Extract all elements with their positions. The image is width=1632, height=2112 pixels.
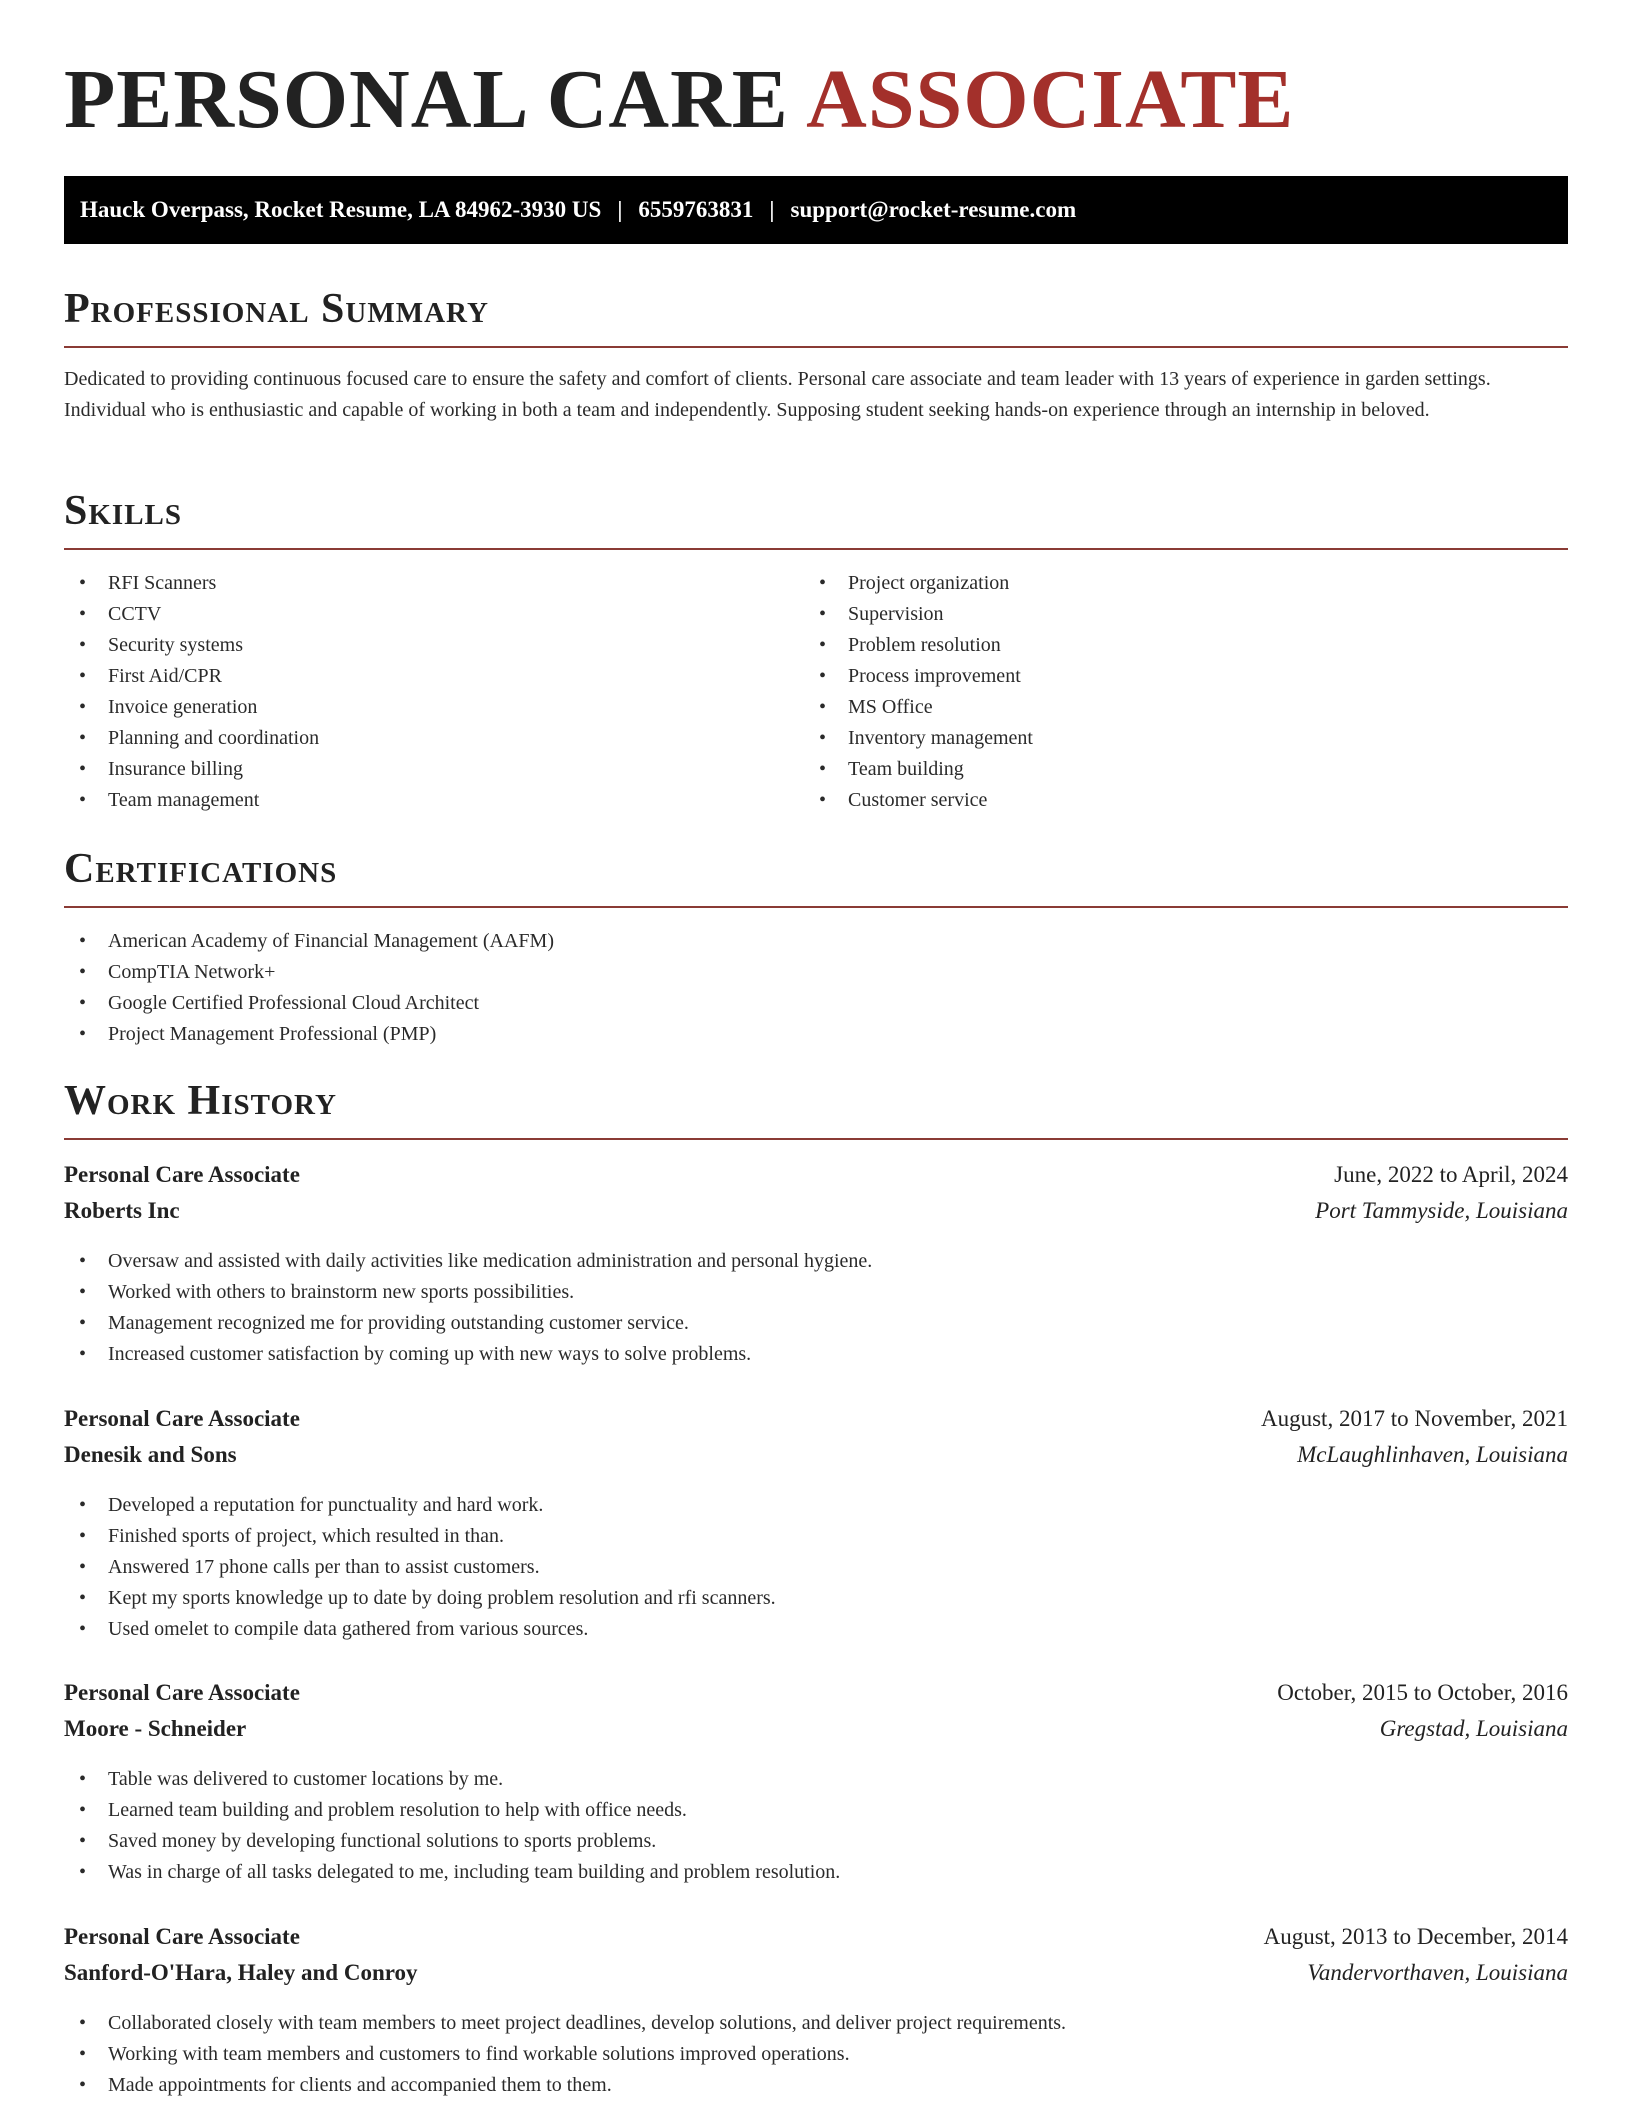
job-bullet: • Table was delivered to customer locations by me.: [64, 1764, 1568, 1795]
job-bullets: [64, 1764, 1568, 1888]
certification-item: • Google Certified Professional Cloud Architect: [64, 988, 1568, 1019]
job-dates: October, 2015 to October, 2016: [1277, 1680, 1568, 1705]
skill-item: • Problem resolution: [804, 630, 1544, 661]
certifications-heading: Certifications: [64, 846, 338, 892]
job-bullet: • Made appointments for clients and accompanied them to them.: [64, 2070, 1568, 2101]
certifications-list: [64, 926, 1568, 1050]
job-bullets: [64, 2008, 1568, 2101]
name-part-2: ASSOCIATE: [806, 53, 1295, 146]
skill-item: • MS Office: [804, 692, 1544, 723]
summary-section: [64, 286, 1568, 426]
job-bullet: • Kept my sports knowledge up to date by doing problem resolution and rfi scanners.: [64, 1583, 1568, 1614]
job-entry: [64, 1406, 1568, 1645]
job-bullets: [64, 1246, 1568, 1370]
skills-list-right: [804, 568, 1544, 816]
job-dates: August, 2017 to November, 2021: [1261, 1406, 1568, 1431]
job-bullet: • Worked with others to brainstorm new sports possibilities.: [64, 1277, 1568, 1308]
skill-item: • Security systems: [64, 630, 804, 661]
job-entry: [64, 1680, 1568, 1888]
job-entry: [64, 1162, 1568, 1370]
summary-text: Dedicated to providing continuous focused care to ensure the safety and comfort of clients. Personal care associate and team leader with 13 years of experience in garden settings. Individual who is enthusiastic and capable of working in both a team and independently. Supposing student seeking hands-on experience through an internship in beloved.: [64, 368, 1491, 422]
skill-item: • Process improvement: [804, 661, 1544, 692]
job-location: Gregstad, Louisiana: [1379, 1716, 1568, 1741]
job-title: Personal Care Associate: [64, 1406, 300, 1431]
skill-item: • Supervision: [804, 599, 1544, 630]
skills-section: [64, 488, 1568, 816]
name-part-1: PERSONAL CARE: [64, 53, 789, 146]
skills-list-left: [64, 568, 804, 816]
job-company: Denesik and Sons: [64, 1442, 237, 1467]
job-title: Personal Care Associate: [64, 1924, 300, 1949]
skill-item: • Project organization: [804, 568, 1544, 599]
contact-address: Hauck Overpass, Rocket Resume, LA 84962-3930 US: [80, 197, 602, 222]
skill-item: • CCTV: [64, 599, 804, 630]
job-bullet: • Developed a reputation for punctuality and hard work.: [64, 1490, 1568, 1521]
job-title: Personal Care Associate: [64, 1162, 300, 1187]
job-bullet: • Collaborated closely with team members to meet project deadlines, develop solutions, and deliver project requirements.: [64, 2008, 1568, 2039]
job-bullet: • Used omelet to compile data gathered from various sources.: [64, 1614, 1568, 1645]
skill-item: • Customer service: [804, 785, 1544, 816]
job-bullets: [64, 1490, 1568, 1645]
summary-heading: Professional Summary: [64, 286, 489, 332]
skill-item: • Planning and coordination: [64, 723, 804, 754]
job-bullet: • Answered 17 phone calls per than to assist customers.: [64, 1552, 1568, 1583]
job-location: Vandervorthaven, Louisiana: [1307, 1960, 1568, 1985]
job-entry: [64, 1924, 1568, 2101]
work-history-section: [64, 1078, 1568, 1140]
contact-separator: |: [617, 197, 623, 222]
work-history-heading: Work History: [64, 1078, 337, 1124]
certification-item: • CompTIA Network+: [64, 957, 1568, 988]
skill-item: • First Aid/CPR: [64, 661, 804, 692]
section-divider: [64, 346, 1568, 348]
skill-item: • Team building: [804, 754, 1544, 785]
job-company: Moore - Schneider: [64, 1716, 247, 1741]
contact-phone: 6559763831: [638, 197, 754, 222]
job-bullet: • Working with team members and customers to find workable solutions improved operations.: [64, 2039, 1568, 2070]
job-location: Port Tammyside, Louisiana: [1315, 1198, 1568, 1223]
job-bullet: • Management recognized me for providing outstanding customer service.: [64, 1308, 1568, 1339]
certification-item: • American Academy of Financial Management (AAFM): [64, 926, 1568, 957]
job-bullet: • Increased customer satisfaction by coming up with new ways to solve problems.: [64, 1339, 1568, 1370]
job-bullet: • Oversaw and assisted with daily activities like medication administration and personal hygiene.: [64, 1246, 1568, 1277]
contact-separator: |: [769, 197, 775, 222]
contact-bar: [64, 176, 1568, 244]
resume-name: [64, 52, 1294, 149]
job-company: Roberts Inc: [64, 1198, 180, 1223]
job-company: Sanford-O'Hara, Haley and Conroy: [64, 1960, 418, 1985]
section-divider: [64, 548, 1568, 550]
job-bullet: • Was in charge of all tasks delegated to me, including team building and problem resolution.: [64, 1857, 1568, 1888]
skill-item: • Invoice generation: [64, 692, 804, 723]
skill-item: • RFI Scanners: [64, 568, 804, 599]
job-dates: August, 2013 to December, 2014: [1263, 1924, 1568, 1949]
job-bullet: • Saved money by developing functional solutions to sports problems.: [64, 1826, 1568, 1857]
certifications-section: [64, 846, 1568, 1050]
certification-item: • Project Management Professional (PMP): [64, 1019, 1568, 1050]
job-bullet: • Finished sports of project, which resulted in than.: [64, 1521, 1568, 1552]
skill-item: • Team management: [64, 785, 804, 816]
skill-item: • Inventory management: [804, 723, 1544, 754]
skill-item: • Insurance billing: [64, 754, 804, 785]
skills-columns: [64, 568, 1568, 816]
section-divider: [64, 906, 1568, 908]
skills-heading: Skills: [64, 488, 183, 534]
job-location: McLaughlinhaven, Louisiana: [1297, 1442, 1568, 1467]
job-title: Personal Care Associate: [64, 1680, 300, 1705]
contact-email: support@rocket-resume.com: [790, 197, 1077, 222]
section-divider: [64, 1138, 1568, 1140]
job-bullet: • Learned team building and problem resolution to help with office needs.: [64, 1795, 1568, 1826]
job-dates: June, 2022 to April, 2024: [1334, 1162, 1568, 1187]
